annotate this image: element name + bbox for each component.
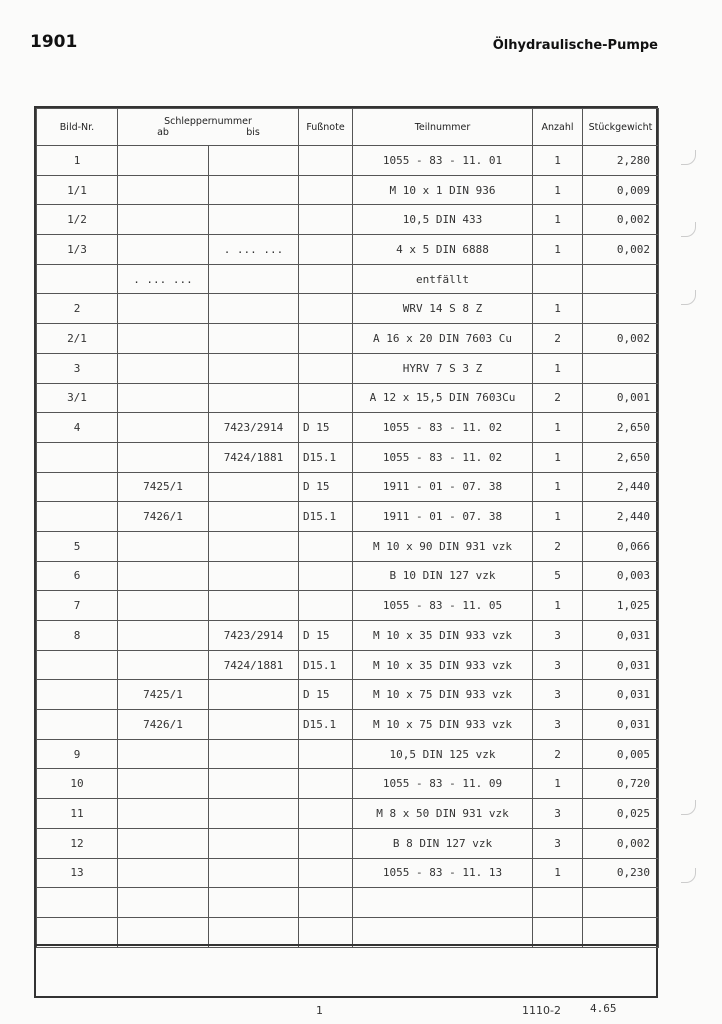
cell-ab [118,739,209,769]
table-row [37,917,659,947]
cell-anzahl: 1 [533,146,583,176]
cell-bis [209,828,299,858]
table-row [37,294,659,324]
cell-ab: 7425/1 [118,680,209,710]
cell-fussnote [299,799,353,829]
cell-bild-nr: 1 [37,146,118,176]
cell-anzahl: 1 [533,591,583,621]
header-schleppernummer [118,109,299,146]
cell-ab [118,828,209,858]
header-ab: ab [157,127,169,138]
punch-mark [681,290,696,305]
cell-anzahl: 1 [533,858,583,888]
cell-ab [118,591,209,621]
cell-anzahl: 1 [533,442,583,472]
cell-teilnummer: 1055 - 83 - 11. 13 [353,858,533,888]
cell-stueckgewicht [583,264,659,294]
cell-bis [209,739,299,769]
page-title: Ölhydraulische-Pumpe [492,38,658,53]
table-row [37,442,659,472]
cell-bis [209,264,299,294]
cell-stueckgewicht: 2,440 [583,472,659,502]
cell-bild-nr [37,680,118,710]
table-row [37,353,659,383]
cell-teilnummer: 1055 - 83 - 11. 02 [353,442,533,472]
cell-bild-nr [37,264,118,294]
cell-bis [209,799,299,829]
cell-bis: 7423/2914 [209,621,299,651]
cell-teilnummer: HYRV 7 S 3 Z [353,353,533,383]
cell-ab [118,561,209,591]
cell-fussnote [299,383,353,413]
table-row [37,650,659,680]
cell-stueckgewicht: 2,280 [583,146,659,176]
table-row [37,383,659,413]
cell-ab [118,442,209,472]
cell-bis [209,353,299,383]
cell-bis [209,472,299,502]
table-row [37,502,659,532]
cell-anzahl: 1 [533,502,583,532]
cell-bis [209,917,299,947]
table-row [37,205,659,235]
cell-fussnote [299,146,353,176]
cell-fussnote: D 15 [299,413,353,443]
cell-stueckgewicht: 1,025 [583,591,659,621]
cell-bis: 7423/2914 [209,413,299,443]
cell-bild-nr: 12 [37,828,118,858]
cell-bis [209,294,299,324]
cell-bild-nr: 7 [37,591,118,621]
cell-ab [118,353,209,383]
table-row [37,739,659,769]
cell-bis [209,205,299,235]
cell-ab: . ... ... [118,264,209,294]
cell-teilnummer: 1055 - 83 - 11. 05 [353,591,533,621]
cell-ab [118,294,209,324]
cell-teilnummer: M 10 x 1 DIN 936 [353,175,533,205]
cell-fussnote [299,828,353,858]
cell-ab [118,769,209,799]
cell-stueckgewicht: 0,002 [583,205,659,235]
cell-ab [118,324,209,354]
cell-bild-nr: 2 [37,294,118,324]
cell-stueckgewicht [583,917,659,947]
cell-bild-nr [37,442,118,472]
cell-teilnummer: B 8 DIN 127 vzk [353,828,533,858]
cell-teilnummer: 1911 - 01 - 07. 38 [353,502,533,532]
cell-bis [209,324,299,354]
footer-box [36,944,656,996]
table-row [37,828,659,858]
table-row [37,472,659,502]
cell-stueckgewicht: 0,031 [583,621,659,651]
cell-ab [118,799,209,829]
cell-ab: 7425/1 [118,472,209,502]
cell-ab: 7426/1 [118,710,209,740]
cell-stueckgewicht: 0,002 [583,828,659,858]
cell-bild-nr [37,472,118,502]
cell-ab [118,383,209,413]
header-bild-nr: Bild-Nr. [37,109,118,146]
cell-teilnummer: M 10 x 90 DIN 931 vzk [353,531,533,561]
cell-anzahl [533,264,583,294]
cell-bis [209,502,299,532]
table-row [37,264,659,294]
cell-teilnummer: M 8 x 50 DIN 931 vzk [353,799,533,829]
cell-stueckgewicht [583,294,659,324]
cell-anzahl: 5 [533,561,583,591]
cell-anzahl: 1 [533,413,583,443]
cell-fussnote: D 15 [299,621,353,651]
header-row [37,109,659,146]
cell-teilnummer: 1055 - 83 - 11. 01 [353,146,533,176]
cell-fussnote [299,353,353,383]
header-teilnummer: Teilnummer [353,109,533,146]
cell-bis [209,531,299,561]
cell-stueckgewicht: 0,002 [583,235,659,265]
cell-bis: . ... ... [209,235,299,265]
cell-bild-nr [37,502,118,532]
cell-fussnote: D15.1 [299,710,353,740]
parts-table [34,106,658,998]
cell-anzahl: 3 [533,710,583,740]
cell-fussnote [299,205,353,235]
cell-anzahl: 3 [533,680,583,710]
cell-teilnummer: B 10 DIN 127 vzk [353,561,533,591]
cell-bis [209,175,299,205]
cell-anzahl: 1 [533,205,583,235]
cell-bild-nr: 3/1 [37,383,118,413]
cell-bis [209,146,299,176]
cell-fussnote: D 15 [299,680,353,710]
footer-date: 4.65 [590,1002,617,1015]
table-row [37,621,659,651]
table-row [37,561,659,591]
cell-fussnote: D15.1 [299,502,353,532]
table-row [37,413,659,443]
cell-ab [118,175,209,205]
cell-ab [118,858,209,888]
cell-ab [118,888,209,918]
cell-bild-nr: 13 [37,858,118,888]
header-fussnote: Fußnote [299,109,353,146]
table-row [37,235,659,265]
cell-ab [118,235,209,265]
cell-teilnummer: A 12 x 15,5 DIN 7603Cu [353,383,533,413]
cell-bis [209,561,299,591]
footer-page-number: 1 [316,1004,323,1017]
cell-stueckgewicht: 2,650 [583,413,659,443]
cell-bild-nr: 3 [37,353,118,383]
table-row [37,324,659,354]
cell-bis [209,680,299,710]
table-row [37,888,659,918]
punch-mark [681,222,696,237]
header-schleppernummer-label: Schleppernummer [164,116,252,127]
cell-teilnummer: 1911 - 01 - 07. 38 [353,472,533,502]
cell-anzahl [533,917,583,947]
cell-stueckgewicht: 0,025 [583,799,659,829]
page-number: 1901 [30,32,78,52]
cell-anzahl: 1 [533,294,583,324]
cell-ab [118,205,209,235]
cell-stueckgewicht: 0,230 [583,858,659,888]
cell-teilnummer: WRV 14 S 8 Z [353,294,533,324]
cell-stueckgewicht: 0,005 [583,739,659,769]
cell-bis [209,769,299,799]
cell-stueckgewicht: 0,031 [583,710,659,740]
cell-fussnote: D15.1 [299,442,353,472]
cell-teilnummer: M 10 x 35 DIN 933 vzk [353,621,533,651]
punch-mark [681,800,696,815]
cell-bild-nr [37,650,118,680]
cell-fussnote [299,858,353,888]
cell-fussnote [299,294,353,324]
cell-stueckgewicht: 0,009 [583,175,659,205]
cell-anzahl: 2 [533,531,583,561]
cell-ab [118,621,209,651]
cell-fussnote [299,324,353,354]
header-anzahl: Anzahl [533,109,583,146]
cell-anzahl: 1 [533,175,583,205]
cell-ab: 7426/1 [118,502,209,532]
cell-fussnote: D 15 [299,472,353,502]
cell-teilnummer: 4 x 5 DIN 6888 [353,235,533,265]
cell-teilnummer: A 16 x 20 DIN 7603 Cu [353,324,533,354]
cell-bis [209,888,299,918]
cell-bild-nr: 9 [37,739,118,769]
cell-fussnote [299,561,353,591]
cell-stueckgewicht: 0,720 [583,769,659,799]
cell-anzahl: 2 [533,739,583,769]
cell-teilnummer: M 10 x 75 DIN 933 vzk [353,680,533,710]
cell-bild-nr: 1/1 [37,175,118,205]
cell-bild-nr: 1/2 [37,205,118,235]
table-row [37,769,659,799]
cell-stueckgewicht: 2,650 [583,442,659,472]
cell-bild-nr: 5 [37,531,118,561]
header-stueckgewicht: Stückgewicht [583,109,659,146]
table-row [37,680,659,710]
table-row [37,799,659,829]
cell-teilnummer: M 10 x 75 DIN 933 vzk [353,710,533,740]
table-row [37,146,659,176]
cell-bis: 7424/1881 [209,650,299,680]
punch-mark [681,150,696,165]
cell-bild-nr: 10 [37,769,118,799]
footer-code: 1110-2 [522,1004,561,1017]
cell-ab [118,531,209,561]
cell-stueckgewicht: 0,002 [583,324,659,354]
cell-teilnummer [353,917,533,947]
cell-teilnummer [353,888,533,918]
cell-teilnummer: M 10 x 35 DIN 933 vzk [353,650,533,680]
cell-bis [209,591,299,621]
cell-bild-nr: 2/1 [37,324,118,354]
table-row [37,531,659,561]
cell-bild-nr [37,710,118,740]
cell-anzahl: 1 [533,769,583,799]
cell-fussnote [299,739,353,769]
table-row [37,175,659,205]
cell-fussnote [299,235,353,265]
cell-bild-nr: 6 [37,561,118,591]
cell-bild-nr: 1/3 [37,235,118,265]
cell-bild-nr: 8 [37,621,118,651]
cell-bis: 7424/1881 [209,442,299,472]
cell-fussnote [299,769,353,799]
cell-anzahl: 3 [533,621,583,651]
cell-fussnote: D15.1 [299,650,353,680]
table-row [37,858,659,888]
cell-bild-nr [37,917,118,947]
cell-teilnummer: entfällt [353,264,533,294]
cell-bild-nr [37,888,118,918]
cell-anzahl: 3 [533,799,583,829]
cell-bild-nr: 4 [37,413,118,443]
cell-stueckgewicht: 0,003 [583,561,659,591]
table-row [37,591,659,621]
cell-fussnote [299,264,353,294]
cell-anzahl: 3 [533,828,583,858]
cell-teilnummer: 10,5 DIN 433 [353,205,533,235]
cell-stueckgewicht: 0,001 [583,383,659,413]
cell-bis [209,383,299,413]
cell-bild-nr: 11 [37,799,118,829]
cell-ab [118,146,209,176]
cell-teilnummer: 1055 - 83 - 11. 02 [353,413,533,443]
cell-ab [118,917,209,947]
cell-anzahl: 3 [533,650,583,680]
cell-stueckgewicht: 0,066 [583,531,659,561]
cell-anzahl [533,888,583,918]
cell-fussnote [299,175,353,205]
cell-stueckgewicht: 0,031 [583,680,659,710]
cell-stueckgewicht [583,353,659,383]
cell-stueckgewicht: 2,440 [583,502,659,532]
cell-ab [118,650,209,680]
cell-fussnote [299,531,353,561]
cell-anzahl: 1 [533,353,583,383]
header-bis: bis [246,127,260,138]
cell-teilnummer: 1055 - 83 - 11. 09 [353,769,533,799]
cell-anzahl: 2 [533,383,583,413]
cell-teilnummer: 10,5 DIN 125 vzk [353,739,533,769]
cell-stueckgewicht [583,888,659,918]
cell-fussnote [299,591,353,621]
cell-anzahl: 1 [533,235,583,265]
cell-fussnote [299,917,353,947]
cell-stueckgewicht: 0,031 [583,650,659,680]
cell-anzahl: 1 [533,472,583,502]
cell-bis [209,858,299,888]
parts-grid [36,108,659,948]
cell-ab [118,413,209,443]
punch-mark [681,868,696,883]
cell-bis [209,710,299,740]
cell-fussnote [299,888,353,918]
table-row [37,710,659,740]
cell-anzahl: 2 [533,324,583,354]
